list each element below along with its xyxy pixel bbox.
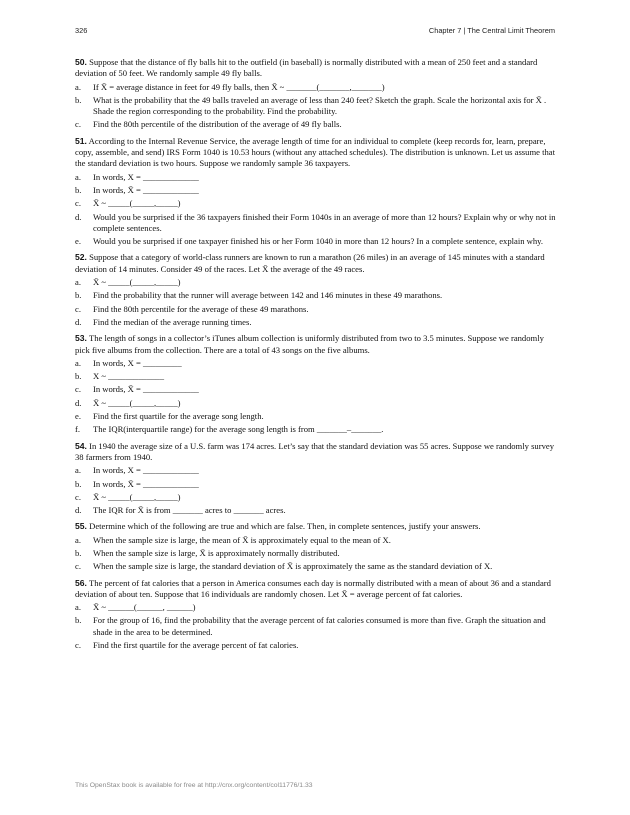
sub-question bbox=[75, 535, 556, 546]
problem-text: The length of songs in a collector’s iTunes album collection is uniformly distributed from two to 3.5 minutes. Suppose we randomly pick five albums from the collection. There are a total of 43 songs on the five albums. bbox=[75, 333, 544, 355]
problem-number: 56. bbox=[75, 577, 87, 588]
sub-question-letter: f. bbox=[75, 424, 81, 435]
sub-question-text: In words, X = _____________ bbox=[93, 171, 199, 182]
sub-question-letter: b. bbox=[75, 371, 82, 382]
sub-question-text: X̄ ~ _____(_____,_____) bbox=[93, 277, 181, 288]
sub-question-letter: d. bbox=[75, 211, 82, 222]
sub-question-text: Find the first quartile for the average song length. bbox=[93, 411, 264, 422]
sub-question-text: The IQR(interquartile range) for the average song length is from _______–_______. bbox=[93, 424, 384, 435]
sub-question bbox=[75, 198, 556, 209]
problem-number: 53. bbox=[75, 333, 87, 344]
sub-question bbox=[75, 384, 556, 395]
sub-question-letter: a. bbox=[75, 277, 81, 288]
sub-question-letter: a. bbox=[75, 81, 81, 92]
problem-text: Suppose that a category of world-class runners are known to run a marathon (26 miles) in an average of 145 minutes with a standard deviation of 14 minutes. Consider 49 of the races. Let X̄ the average of the 49 races. bbox=[75, 252, 545, 274]
sub-question-letter: c. bbox=[75, 491, 81, 502]
sub-question-letter: a. bbox=[75, 357, 81, 368]
problem-text: According to the Internal Revenue Service, the average length of time for an individual to complete (keep records for, learn, prepare, copy, assemble, and send) IRS Form 1040 is 10.53 hours (without any attached schedules). The distribution is unknown. Let us assume that the standard deviation is two hours. Suppose we randomly sample 36 taxpayers. bbox=[75, 135, 555, 169]
sub-question-letter: b. bbox=[75, 290, 82, 301]
sub-question-letter: a. bbox=[75, 534, 81, 545]
sub-question-list bbox=[75, 277, 556, 328]
sub-question-list bbox=[75, 172, 556, 248]
sub-question-letter: c. bbox=[75, 384, 81, 395]
sub-question bbox=[75, 212, 556, 235]
sub-question-text: In words, X̄ = _____________ bbox=[93, 384, 199, 395]
problem-number: 52. bbox=[75, 252, 87, 263]
sub-question-letter: e. bbox=[75, 411, 81, 422]
sub-question-letter: d. bbox=[75, 397, 82, 408]
problem bbox=[75, 521, 556, 572]
sub-question-text: Find the first quartile for the average percent of fat calories. bbox=[93, 640, 299, 651]
sub-question-letter: b. bbox=[75, 478, 82, 489]
sub-question bbox=[75, 82, 556, 93]
sub-question bbox=[75, 479, 556, 490]
problem bbox=[75, 441, 556, 517]
sub-question-letter: d. bbox=[75, 505, 82, 516]
sub-question bbox=[75, 602, 556, 613]
sub-question-text: When the sample size is large, the mean of X̄ is approximately equal to the mean of X. bbox=[93, 534, 391, 545]
problem-number: 51. bbox=[75, 135, 87, 146]
sub-question-text: What is the probability that the 49 balls traveled an average of less than 240 feet? Sketch the graph. Scale the horizontal axis for X̄ . Shade the region corresponding to the probability. Find the probability. bbox=[93, 94, 547, 117]
sub-question-text: Would you be surprised if the 36 taxpayers finished their Form 1040s in an average of more than 12 hours? Explain why or why not in complete sentences. bbox=[93, 211, 556, 233]
page-header bbox=[75, 26, 555, 38]
sub-question bbox=[75, 290, 556, 301]
sub-question bbox=[75, 505, 556, 516]
sub-question bbox=[75, 411, 556, 422]
sub-question-letter: c. bbox=[75, 198, 81, 209]
page-footer: This OpenStax book is available for free at http://cnx.org/content/col11776/1.33 bbox=[75, 782, 313, 789]
problem-text: In 1940 the average size of a U.S. farm was 174 acres. Let’s say that the standard deviation was 55 acres. Suppose we randomly survey 38 farmers from 1940. bbox=[75, 440, 554, 462]
sub-question bbox=[75, 277, 556, 288]
sub-question-list bbox=[75, 358, 556, 436]
sub-question-text: X̄ ~ _____(_____,_____) bbox=[93, 198, 181, 209]
sub-question-text: Would you be surprised if one taxpayer finished his or her Form 1040 in more than 12 hours? In a complete sentence, explain why. bbox=[93, 236, 544, 247]
sub-question-list bbox=[75, 535, 556, 573]
sub-question-text: When the sample size is large, X̄ is approximately normally distributed. bbox=[93, 547, 340, 558]
sub-question bbox=[75, 95, 556, 118]
sub-question-list bbox=[75, 82, 556, 131]
sub-question-list bbox=[75, 465, 556, 516]
problem bbox=[75, 333, 556, 435]
sub-question-letter: a. bbox=[75, 171, 81, 182]
problem bbox=[75, 136, 556, 248]
sub-question-letter: c. bbox=[75, 119, 81, 130]
sub-question-text: In words, X̄ = _____________ bbox=[93, 478, 199, 489]
sub-question-letter: c. bbox=[75, 303, 81, 314]
sub-question bbox=[75, 492, 556, 503]
sub-question bbox=[75, 304, 556, 315]
problem bbox=[75, 252, 556, 328]
sub-question-letter: b. bbox=[75, 94, 82, 105]
sub-question-letter: a. bbox=[75, 602, 81, 613]
problem bbox=[75, 578, 556, 652]
sub-question bbox=[75, 640, 556, 651]
sub-question-text: Find the probability that the runner will average between 142 and 146 minutes in these 49 marathons. bbox=[93, 290, 443, 301]
sub-question-text: For the group of 16, find the probability that the average percent of fat calories consumed is more than five. Graph the situation and shade in the area to be determined. bbox=[93, 615, 546, 637]
sub-question-text: In words, X̄ = _____________ bbox=[93, 184, 199, 195]
sub-question-text: X̄ ~ ______(______, ______) bbox=[93, 602, 196, 613]
sub-question bbox=[75, 371, 556, 382]
sub-question bbox=[75, 172, 556, 183]
sub-question-letter: d. bbox=[75, 316, 82, 327]
sub-question-text: X̄ ~ _____(_____,_____) bbox=[93, 491, 181, 502]
problem-text: Determine which of the following are true and which are false. Then, in complete sentences, justify your answers. bbox=[89, 521, 481, 532]
sub-question-letter: c. bbox=[75, 640, 81, 651]
sub-question-text: Find the median of the average running times. bbox=[93, 316, 252, 327]
sub-question-text: If X̄ = average distance in feet for 49 fly balls, then X̄ ~ _______(_______,_______) bbox=[93, 81, 385, 92]
problem-text: The percent of fat calories that a person in America consumes each day is normally distributed with a mean of about 36 and a standard deviation of about ten. Suppose that 16 individuals are randomly chosen. Let X̄ = average percent of fat calories. bbox=[75, 577, 551, 599]
sub-question-letter: c. bbox=[75, 561, 81, 572]
problem-number: 55. bbox=[75, 521, 87, 532]
problem bbox=[75, 57, 556, 131]
sub-question bbox=[75, 548, 556, 559]
sub-question-text: The IQR for X̄ is from _______ acres to _______ acres. bbox=[93, 505, 286, 516]
sub-question bbox=[75, 424, 556, 435]
sub-question bbox=[75, 119, 556, 130]
sub-question-text: When the sample size is large, the standard deviation of X̄ is approximately the same as the standard deviation of X. bbox=[93, 561, 493, 572]
sub-question-list bbox=[75, 602, 556, 651]
sub-question-text: In words, X = _____________ bbox=[93, 465, 199, 476]
sub-question-letter: b. bbox=[75, 615, 82, 626]
sub-question-letter: a. bbox=[75, 465, 81, 476]
sub-question-text: In words, X = _________ bbox=[93, 357, 182, 368]
sub-question-letter: b. bbox=[75, 184, 82, 195]
page-number: 326 bbox=[75, 26, 88, 35]
problem-text: Suppose that the distance of fly balls hit to the outfield (in baseball) is normally distributed with a mean of 250 feet and a standard deviation of 50 feet. We randomly sample 49 fly balls. bbox=[75, 57, 538, 79]
sub-question-text: Find the 80th percentile of the distribution of the average of 49 fly balls. bbox=[93, 119, 342, 130]
sub-question bbox=[75, 465, 556, 476]
sub-question bbox=[75, 358, 556, 369]
sub-question bbox=[75, 561, 556, 572]
problem-number: 54. bbox=[75, 440, 87, 451]
chapter-title: Chapter 7 | The Central Limit Theorem bbox=[428, 26, 555, 35]
sub-question bbox=[75, 317, 556, 328]
sub-question-letter: b. bbox=[75, 547, 82, 558]
problem-number: 50. bbox=[75, 57, 87, 67]
sub-question bbox=[75, 185, 556, 196]
sub-question-text: X ~ _____________ bbox=[93, 371, 165, 382]
sub-question-text: X̄ ~ _____(_____,_____) bbox=[93, 397, 181, 408]
sub-question-text: Find the 80th percentile for the average of these 49 marathons. bbox=[93, 303, 309, 314]
sub-question-letter: e. bbox=[75, 236, 81, 247]
sub-question bbox=[75, 615, 556, 638]
sub-question bbox=[75, 236, 556, 247]
problem-list bbox=[75, 57, 556, 656]
sub-question bbox=[75, 398, 556, 409]
